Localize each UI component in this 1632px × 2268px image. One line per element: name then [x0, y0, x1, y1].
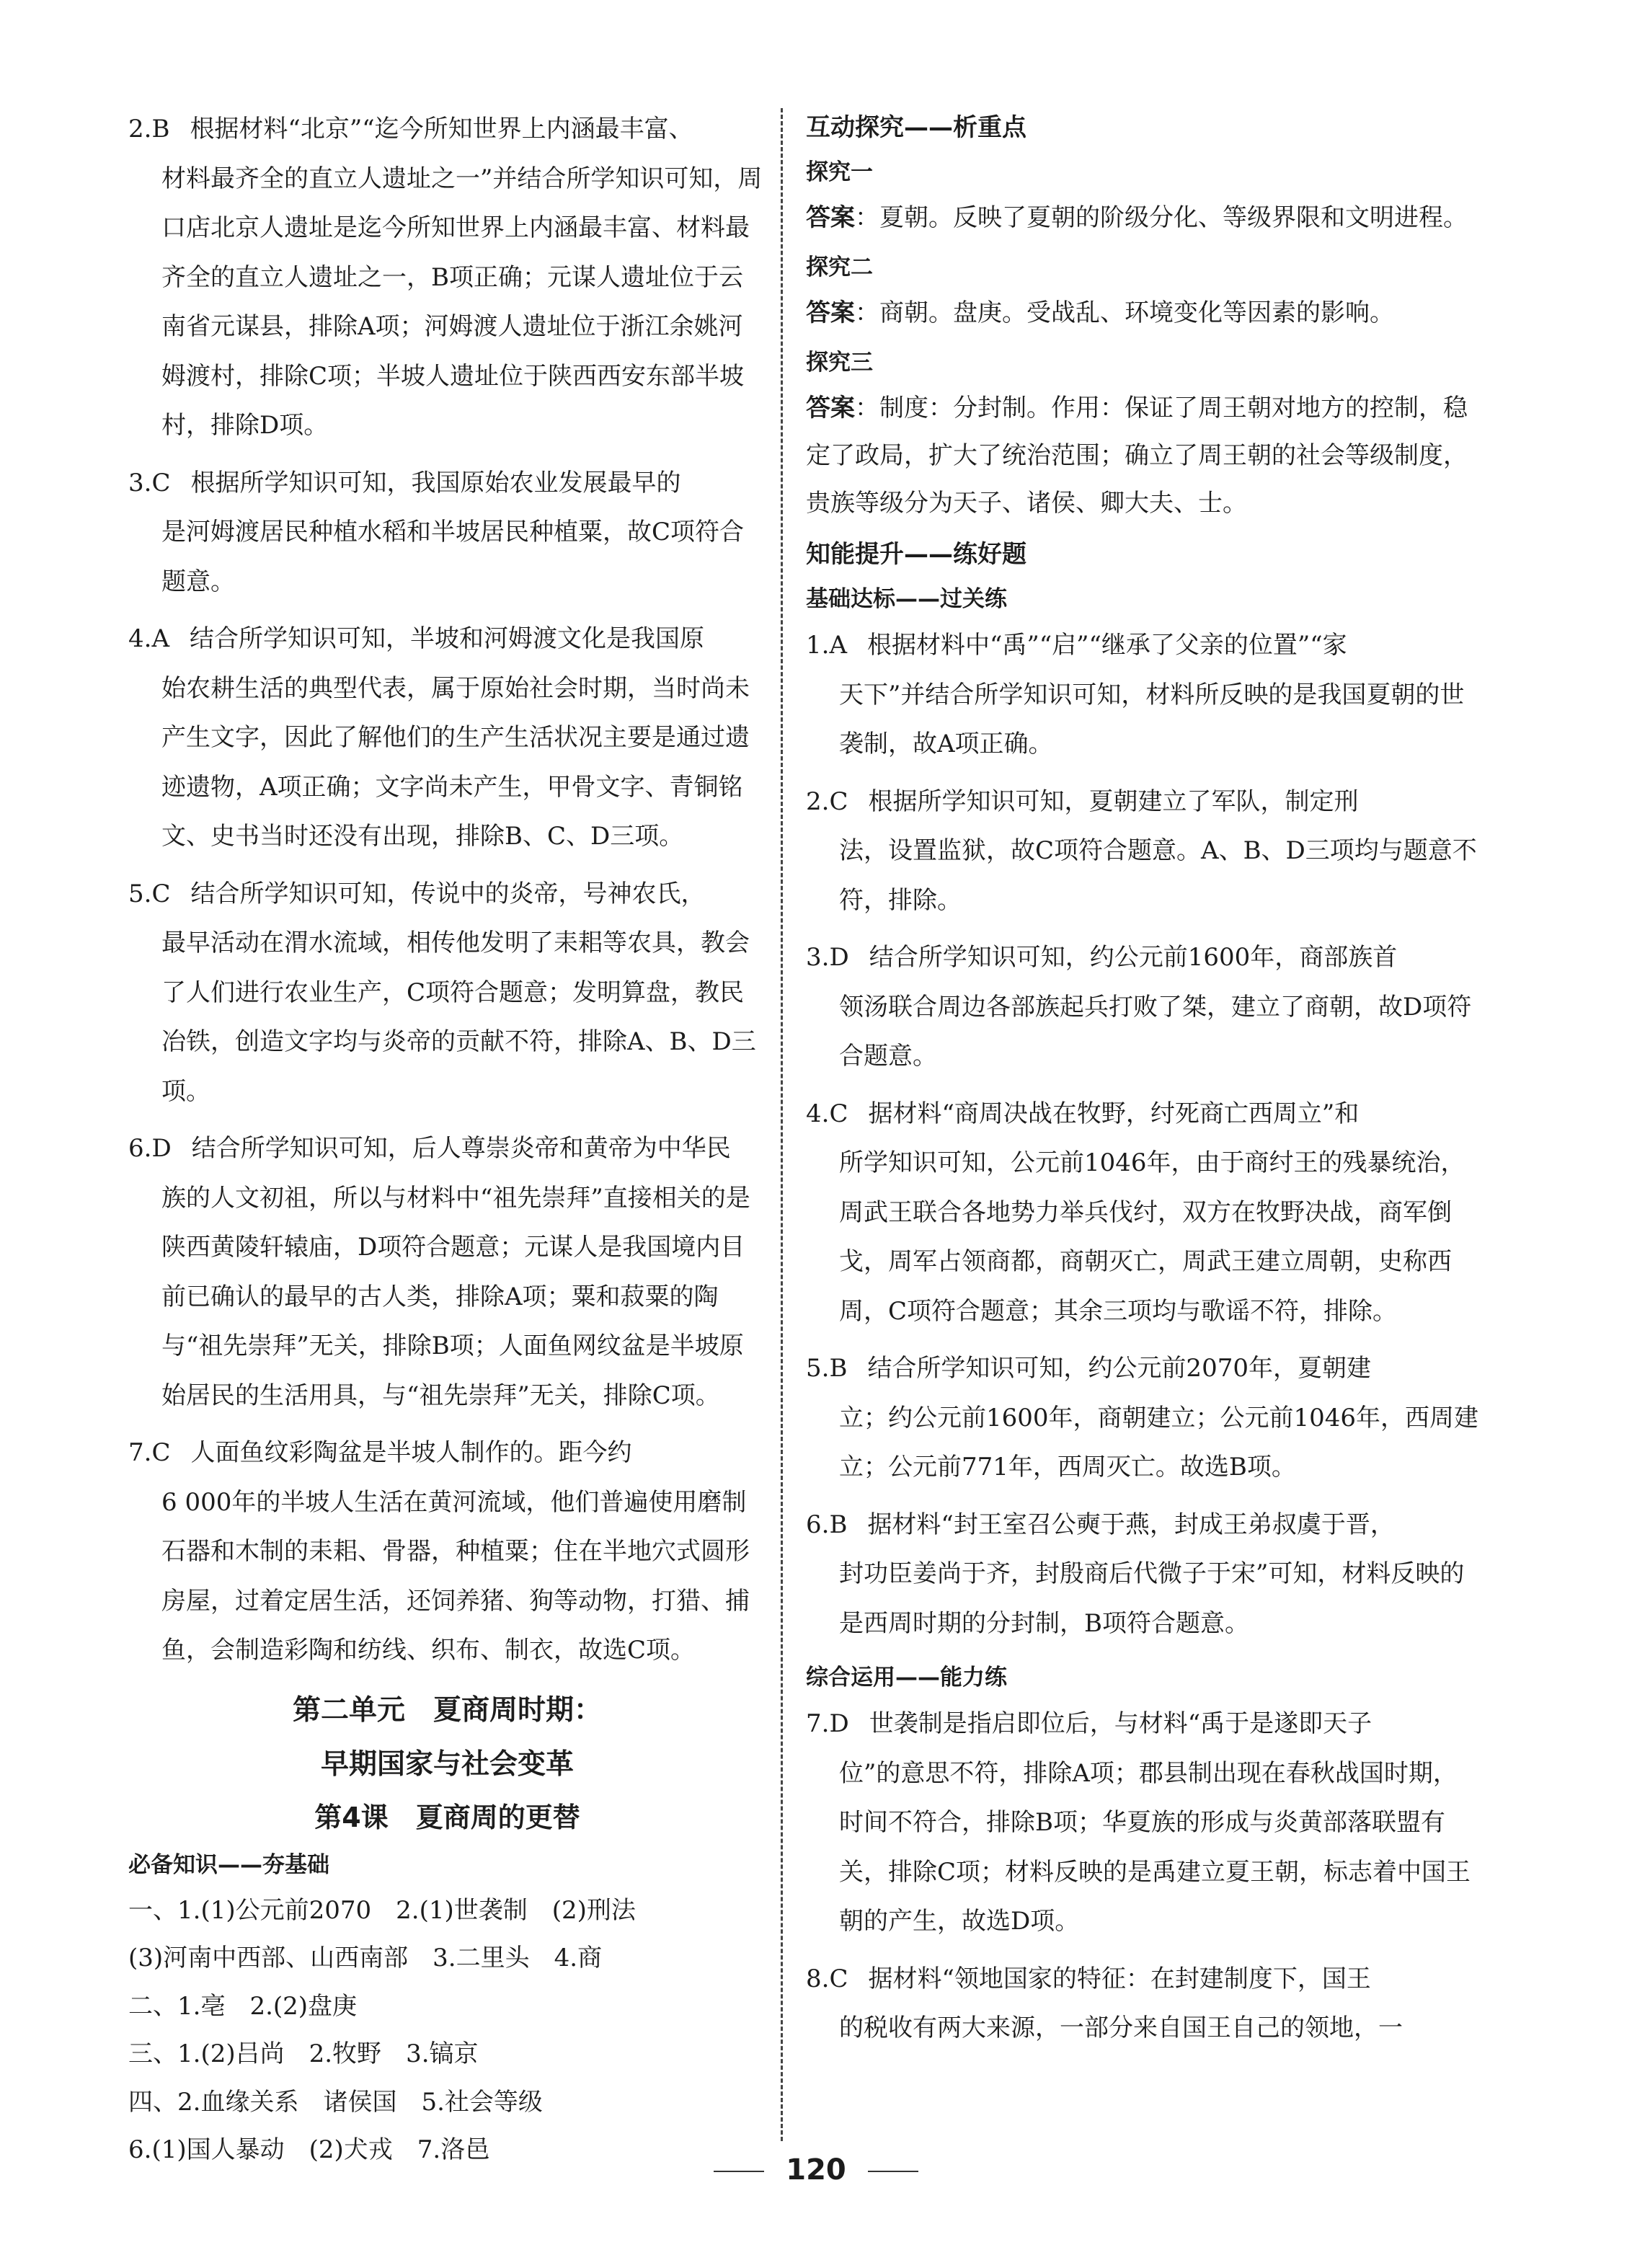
right-column — [806, 105, 1480, 2061]
answer-text-rest: 所学知识可知，公元前1046年，由于商纣王的残暴统治，周武王联合各地势力举兵伐纣，双方在牧野决战，商军倒戈，周军占领商都，商朝灭亡，周武王建立周朝，史称西周，C项符合题意；其余三项均与歌谣不符，排除。 — [839, 1148, 1465, 1326]
answer-text: ：制度：分封制。作用：保证了周王朝对地方的控制，稳定了政局，扩大了统治范围；确立了周王朝的社会等级制度，贵族等级分为天子、诸侯、卿大夫、士。 — [806, 394, 1468, 518]
answer-number: 5.C — [128, 879, 171, 908]
section-bibei: 必备知识——夯基础 — [128, 1851, 329, 1878]
fill-item: (2)刑法 — [551, 1895, 636, 1925]
unit-title-line1: 第二单元 夏商周时期： — [292, 1693, 602, 1727]
answer-text-rest: 位”的意思不符，排除A项；郡县制出现在春秋战国时期，时间不符合，排除B项；华夏族的形成与炎黄部落联盟有关，排除C项；材料反映的是禹建立夏王朝，标志着中国王朝的产生，故选D项。 — [839, 1758, 1471, 1936]
answer-number: 1.A — [806, 631, 847, 660]
answer-text: ：夏朝。反映了夏朝的阶级分化、等级界限和文明进程。 — [855, 203, 1468, 232]
answer-text-first: 据材料“商周决战在牧野，纣死商亡西周立”和 — [868, 1099, 1360, 1128]
answer-item — [128, 1428, 766, 1675]
answer-text: ：商朝。盘庚。受战乱、环境变化等因素的影响。 — [855, 298, 1394, 327]
answer-text-rest: 材料最齐全的直立人遗址之一”并结合所学知识可知，周口店北京人遗址是迄今所知世界上内涵最丰富、材料最齐全的直立人遗址之一，B项正确；元谋人遗址位于云南省元谋县，排除A项；河姆渡人遗址位于浙江余姚河姆渡村，排除C项；半坡人遗址位于陕西西安东部半坡村，排除D项。 — [161, 164, 763, 440]
tanjiu-answer — [806, 194, 1480, 242]
section-zonghe: 综合运用——能力练 — [806, 1665, 1007, 1691]
answer-number: 5.B — [806, 1354, 848, 1383]
answer-item — [128, 105, 766, 451]
answer-list-basic — [806, 621, 1480, 1648]
answer-text-first: 结合所学知识可知，约公元前1600年，商部族首 — [869, 943, 1398, 972]
fill-line — [128, 2078, 766, 2127]
fill-line — [128, 1887, 766, 1935]
fill-item: 2.(1)世袭制 — [396, 1895, 528, 1925]
fill-item: (3)河南中西部、山西南部 — [128, 1944, 409, 1972]
tanjiu-list — [806, 151, 1480, 527]
answer-text-first: 根据所学知识可知，夏朝建立了军队，制定刑 — [868, 787, 1359, 816]
answer-number: 6.B — [806, 1510, 848, 1539]
answer-item — [806, 1500, 1480, 1649]
answer-text-first: 据材料“领地国家的特征：在封建制度下，国王 — [868, 1964, 1371, 1993]
answer-text-first: 人面鱼纹彩陶盆是半坡人制作的。距今约 — [190, 1438, 632, 1467]
answer-text-first: 结合所学知识可知，约公元前2070年，夏朝建 — [867, 1354, 1371, 1383]
fill-item: 二、1.亳 — [128, 1991, 226, 2021]
answer-text-rest: 立；约公元前1600年，商朝建立；公元前1046年，西周建立；公元前771年，西周灭亡。故选B项。 — [839, 1403, 1479, 1481]
answer-text-rest: 领汤联合周边各部族起兵打败了桀，建立了商朝，故D项符合题意。 — [839, 992, 1472, 1071]
answer-text-rest: 的税收有两大来源，一部分来自国王自己的领地，一 — [839, 2014, 1403, 2042]
fill-line — [128, 1983, 766, 2031]
left-column — [128, 105, 766, 2174]
answer-item — [806, 1344, 1480, 1492]
footer-dash-right — [868, 2171, 918, 2172]
answer-text-first: 根据材料中“禹”“启”“继承了父亲的位置”“家 — [867, 631, 1347, 660]
footer-dash-left — [714, 2171, 764, 2172]
answer-text-rest: 天下”并结合所学知识可知，材料所反映的是我国夏朝的世袭制，故A项正确。 — [839, 680, 1465, 758]
tanjiu-title: 探究二 — [806, 254, 873, 280]
section-hudong: 互动探究——析重点 — [806, 113, 1026, 142]
answer-text-first: 世袭制是指启即位后，与材料“禹于是遂即天子 — [869, 1709, 1372, 1738]
tanjiu-answer — [806, 289, 1480, 337]
answer-list-comprehensive — [806, 1699, 1480, 2053]
answer-label: 答案 — [806, 298, 855, 327]
fill-line — [128, 2030, 766, 2078]
answer-text-rest: 始农耕生活的典型代表，属于原始社会时期，当时尚未产生文字，因此了解他们的生产生活状况主要是通过遗迹遗物，A项正确；文字尚未产生，甲骨文字、青铜铭文、史书当时还没有出现，排除B、C、D三项。 — [161, 673, 750, 851]
fill-item: 5.社会等级 — [421, 2087, 543, 2117]
answer-text-first: 结合所学知识可知，后人尊崇炎帝和黄帝为中华民 — [191, 1134, 731, 1163]
tanjiu-title: 探究三 — [806, 350, 873, 376]
fill-item: (2)犬戎 — [309, 2135, 393, 2164]
answer-item — [806, 777, 1480, 926]
fill-item: 四、2.血缘关系 — [128, 2087, 299, 2117]
fill-item: 7.洛邑 — [417, 2135, 490, 2164]
answer-number: 6.D — [128, 1134, 172, 1163]
answer-text-rest: 封功臣姜尚于齐，封殷商后代微子于宋”可知，材料反映的是西周时期的分封制，B项符合题意。 — [839, 1559, 1465, 1638]
answer-item — [128, 869, 766, 1117]
answer-number: 3.D — [806, 943, 849, 972]
fill-item: 一、1.(1)公元前2070 — [128, 1895, 372, 1925]
answer-item — [806, 1699, 1480, 1946]
answer-item — [806, 621, 1480, 769]
answer-text-rest: 族的人文初祖，所以与材料中“祖先崇拜”直接相关的是陕西黄陵轩辕庙，D项符合题意；元谋人是我国境内目前已确认的最早的古人类，排除A项；粟和菽粟的陶与“祖先崇拜”无关，排除B项；人面鱼网纹盆是半坡原始居民的生活用具，与“祖先崇拜”无关，排除C项。 — [161, 1183, 750, 1410]
lesson-title: 第4课 夏商周的更替 — [314, 1801, 580, 1833]
fill-line — [128, 1934, 766, 1983]
answer-text-rest: 是河姆渡居民种植水稻和半坡居民种植粟，故C项符合题意。 — [161, 518, 745, 596]
fill-item: 6.(1)国人暴动 — [128, 2135, 285, 2164]
unit-title-line2: 早期国家与社会变革 — [320, 1747, 574, 1781]
answer-item — [128, 614, 766, 861]
fill-item: 三、1.(2)吕尚 — [128, 2039, 285, 2068]
answer-list-left — [128, 105, 766, 1675]
answer-text-first: 结合所学知识可知，传说中的炎帝，号神农氏， — [190, 879, 706, 908]
section-jichu: 基础达标——过关练 — [806, 586, 1007, 612]
answer-number: 7.D — [806, 1709, 849, 1738]
answer-text-first: 根据所学知识可知，我国原始农业发展最早的 — [190, 468, 681, 497]
answer-text-first: 根据材料“北京”“迄今所知世界上内涵最丰富、 — [190, 115, 693, 143]
fill-item: 诸侯国 — [323, 2087, 397, 2117]
fill-item: 2.(2)盘庚 — [249, 1991, 358, 2021]
answer-item — [806, 933, 1480, 1081]
answer-item — [128, 1124, 766, 1420]
answer-text-rest: 6 000年的半坡人生活在黄河流域，他们普遍使用磨制石器和木制的耒耜、骨器，种植粟；住在半地穴式圆形房屋，过着定居生活，还饲养猪、狗等动物，打猎、捕鱼，会制造彩陶和纺线、织布、制衣，故选C项。 — [161, 1487, 750, 1665]
answer-number: 4.A — [128, 624, 169, 653]
fill-item: 3.二里头 — [433, 1944, 530, 1972]
section-zhineng: 知能提升——练好题 — [806, 540, 1026, 569]
fill-item: 3.镐京 — [406, 2039, 479, 2068]
tanjiu-answer — [806, 384, 1480, 527]
answer-number: 4.C — [806, 1099, 848, 1128]
answer-label: 答案 — [806, 203, 855, 232]
page-footer — [0, 2153, 1632, 2187]
answer-text-rest: 最早活动在渭水流域，相传他发明了耒耜等农具，教会了人们进行农业生产，C项符合题意；发明算盘，教民冶铁，创造文字均与炎帝的贡献不符，排除A、B、D三项。 — [161, 929, 756, 1106]
answer-item — [128, 459, 766, 607]
answer-item — [806, 1089, 1480, 1337]
answer-text-first: 据材料“封王室召公奭于燕，封成王弟叔虞于晋， — [867, 1510, 1395, 1539]
fill-item: 4.商 — [554, 1944, 603, 1972]
fill-in-answers — [128, 1887, 766, 2174]
answer-number: 3.C — [128, 468, 171, 497]
answer-number: 2.C — [806, 787, 848, 816]
answer-number: 8.C — [806, 1964, 848, 1993]
answer-number: 2.B — [128, 115, 170, 143]
answer-text-rest: 法，设置监狱，故C项符合题意。A、B、D三项均与题意不符，排除。 — [839, 836, 1477, 915]
column-divider — [781, 108, 783, 2141]
page-number: 120 — [786, 2153, 846, 2187]
answer-number: 7.C — [128, 1438, 171, 1467]
fill-item: 2.牧野 — [309, 2039, 382, 2068]
answer-label: 答案 — [806, 394, 855, 422]
answer-text-first: 结合所学知识可知，半坡和河姆渡文化是我国原 — [190, 624, 704, 653]
answer-item — [806, 1954, 1480, 2053]
tanjiu-title: 探究一 — [806, 159, 873, 185]
